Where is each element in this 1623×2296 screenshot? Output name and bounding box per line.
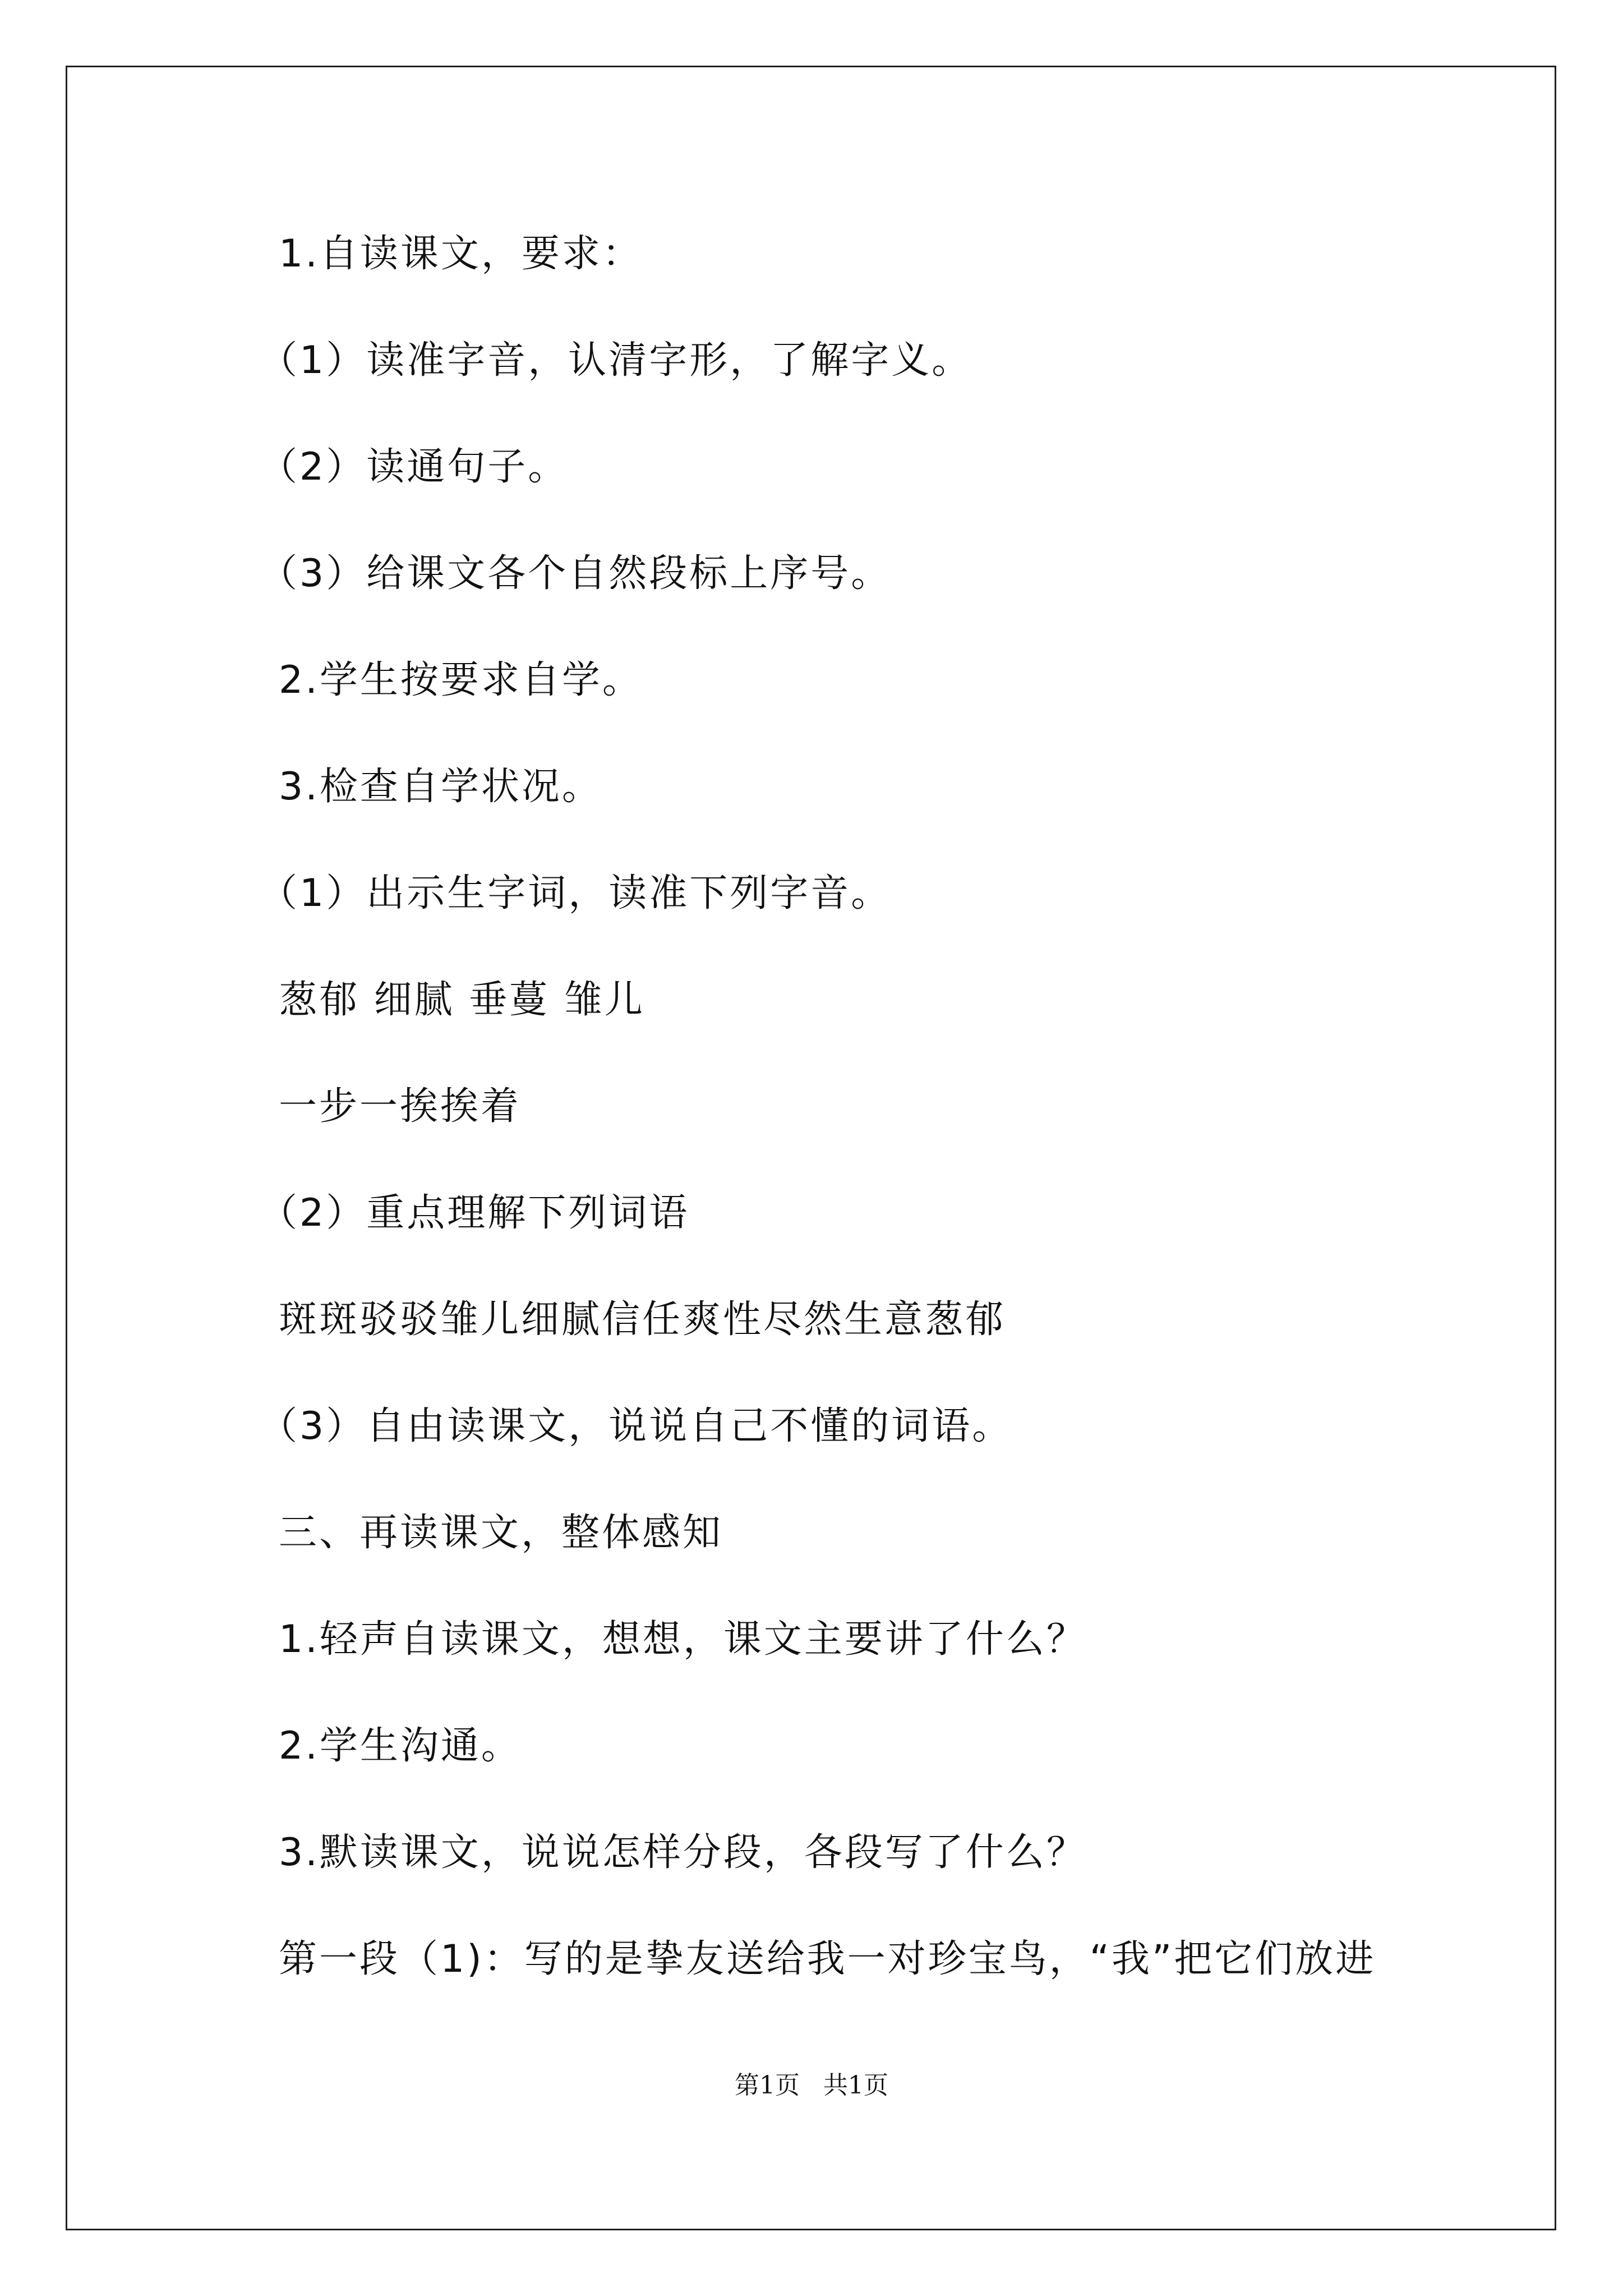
text-line: 第一段（1)：写的是挚友送给我一对珍宝鸟，“我”把它们放进 (279, 1937, 1376, 1981)
text-line: 1.自读课文，要求： (279, 232, 643, 276)
text-line: （1）读准字音，认清字形，了解字义。 (259, 338, 972, 383)
text-line: 3.检查自学状况。 (279, 765, 602, 809)
text-line: （3）自由读课文，说说自己不懂的词语。 (259, 1404, 1013, 1448)
text-line: 2.学生按要求自学。 (279, 658, 643, 702)
text-line: 1.轻声自读课文，想想，课文主要讲了什么？ (279, 1617, 1087, 1662)
text-line: （2）重点理解下列词语 (259, 1191, 690, 1235)
text-line: 斑斑驳驳雏儿细腻信任爽性尽然生意葱郁 (279, 1297, 1006, 1342)
page-number-footer: 第1页 共1页 (735, 2071, 888, 2100)
text-line: 葱郁 细腻 垂蔓 雏儿 (279, 978, 645, 1022)
text-line: （3）给课文各个自然段标上序号。 (259, 551, 892, 596)
text-line: 3.默读课文，说说怎样分段，各段写了什么？ (279, 1830, 1087, 1875)
text-line: 一步一挨挨着 (279, 1084, 522, 1129)
text-line: （2）读通句子。 (259, 445, 569, 489)
section-heading: 三、再读课文，整体感知 (279, 1511, 723, 1555)
page-border (66, 66, 1556, 2230)
text-line: （1）出示生字词，读准下列字音。 (259, 871, 892, 915)
text-line: 2.学生沟通。 (279, 1724, 522, 1768)
